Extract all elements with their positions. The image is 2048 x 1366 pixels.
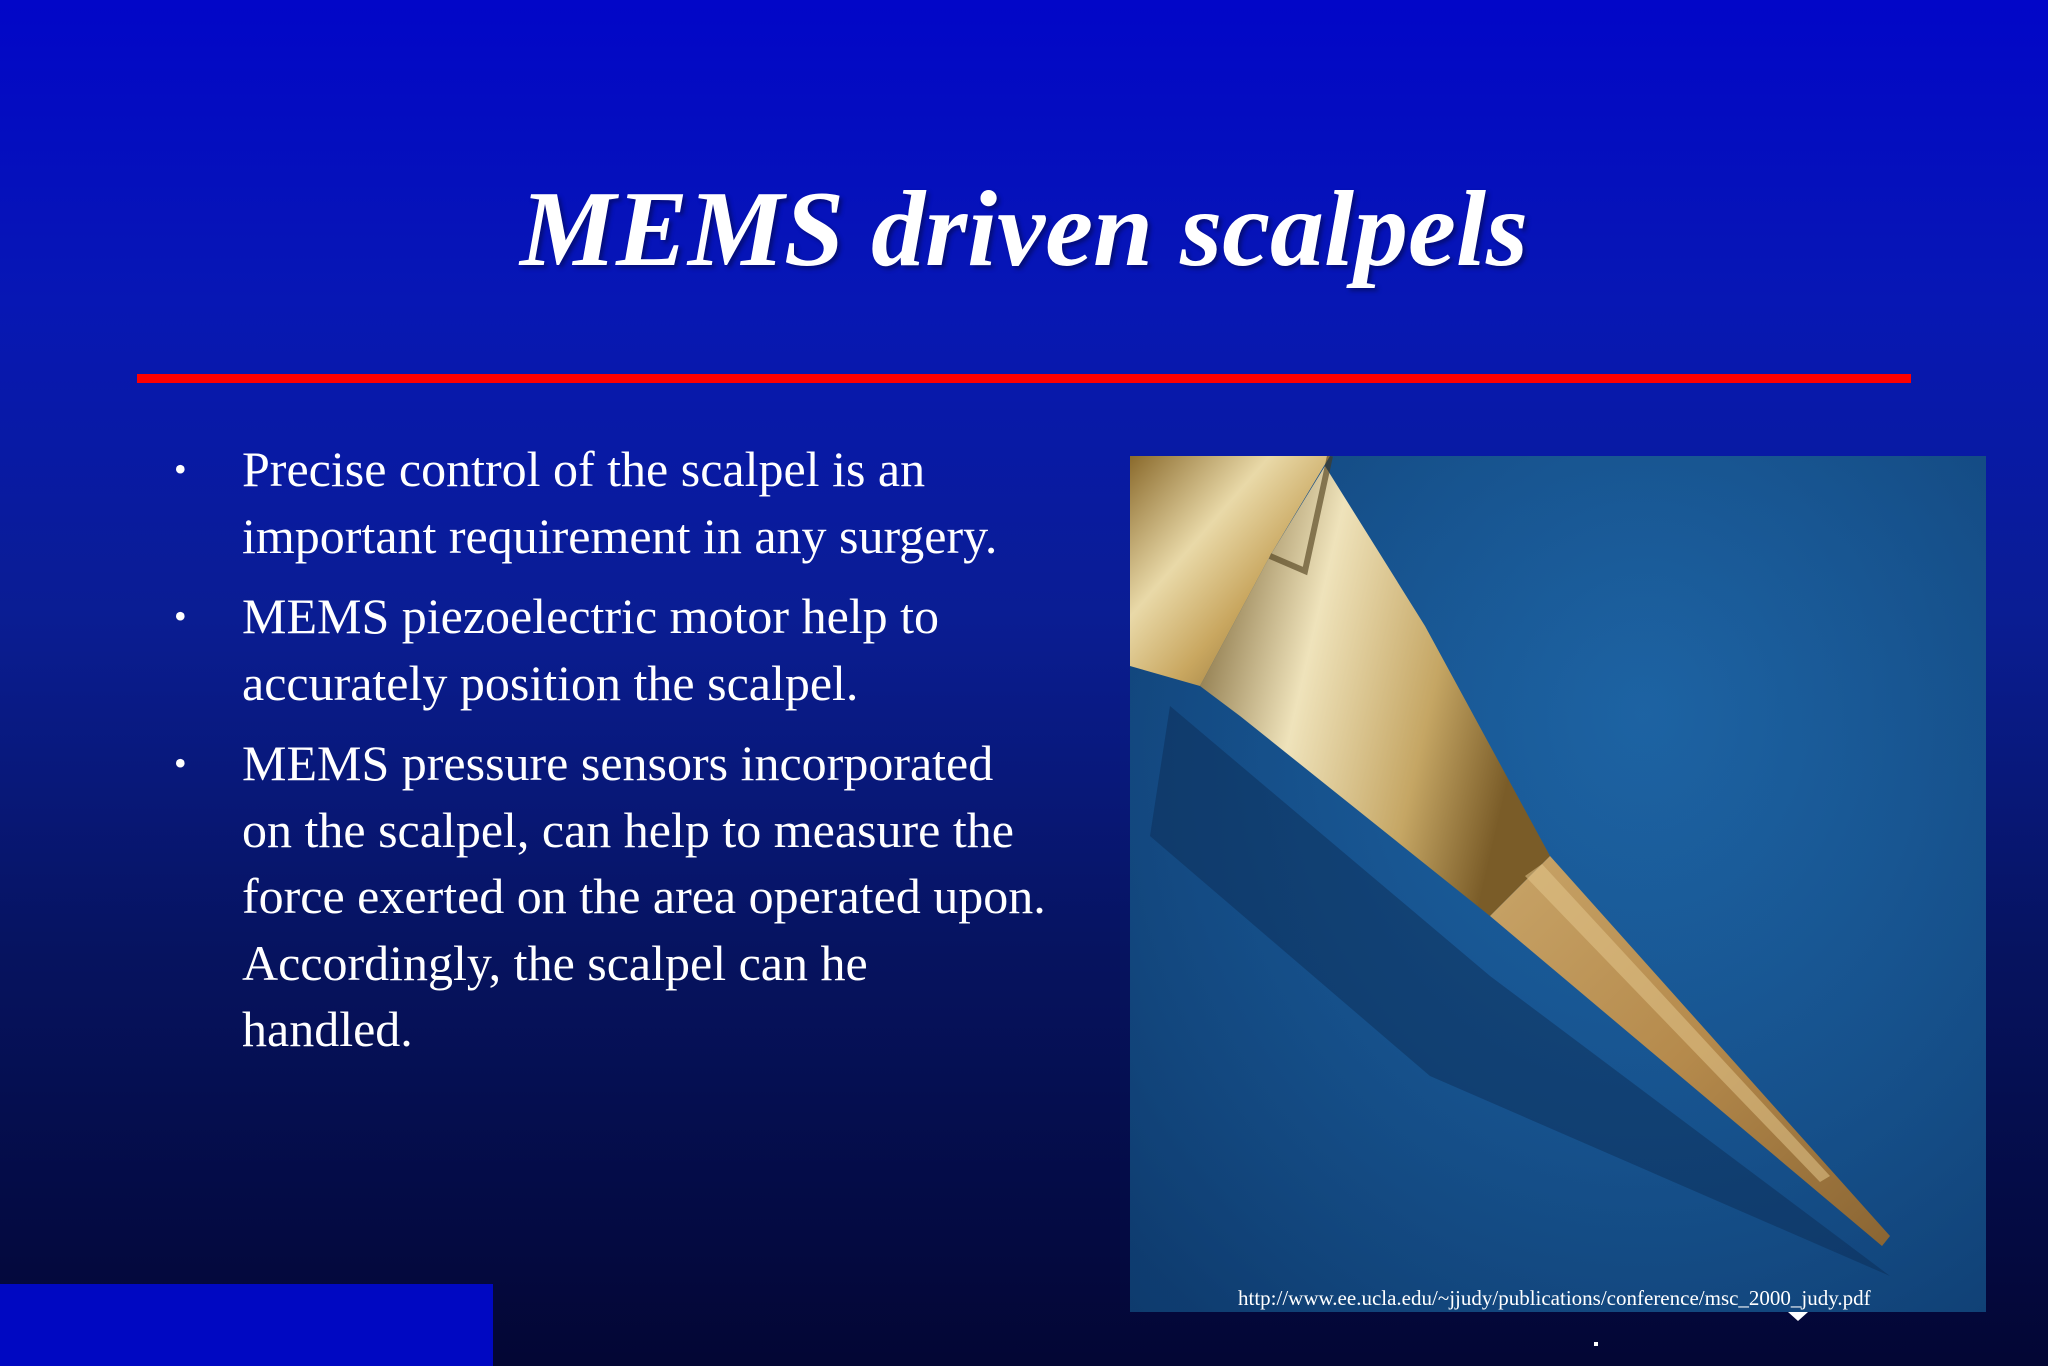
bullet-marker: •	[174, 596, 187, 636]
bullet-text: Precise control of the scalpel is an important requirement in any surgery.	[242, 441, 998, 564]
dot-mark	[1594, 1342, 1598, 1346]
bullet-marker: •	[174, 449, 187, 489]
slide-title: MEMS driven scalpels	[519, 170, 1529, 289]
scalpel-illustration	[1130, 456, 1986, 1312]
bullet-item	[170, 436, 1050, 569]
scalpel-photo	[1130, 456, 1986, 1312]
footer-corner-block	[0, 1284, 493, 1366]
bullet-marker: •	[174, 743, 187, 783]
caret-down-icon	[1788, 1312, 1808, 1321]
source-citation-link[interactable]: http://www.ee.ucla.edu/~jjudy/publications/conference/msc_2000_judy.pdf	[1238, 1286, 1871, 1310]
title-divider	[137, 374, 1911, 383]
bullet-text: MEMS pressure sensors incorporated on the scalpel, can help to measure the force exerted on the area operated upon. Accordingly, the scalpel can he handled.	[242, 735, 1046, 1057]
bullet-item	[170, 730, 1050, 1063]
bullet-list	[170, 436, 1050, 1077]
bullet-text: MEMS piezoelectric motor help to accurately position the scalpel.	[242, 588, 940, 711]
bullet-item	[170, 583, 1050, 716]
